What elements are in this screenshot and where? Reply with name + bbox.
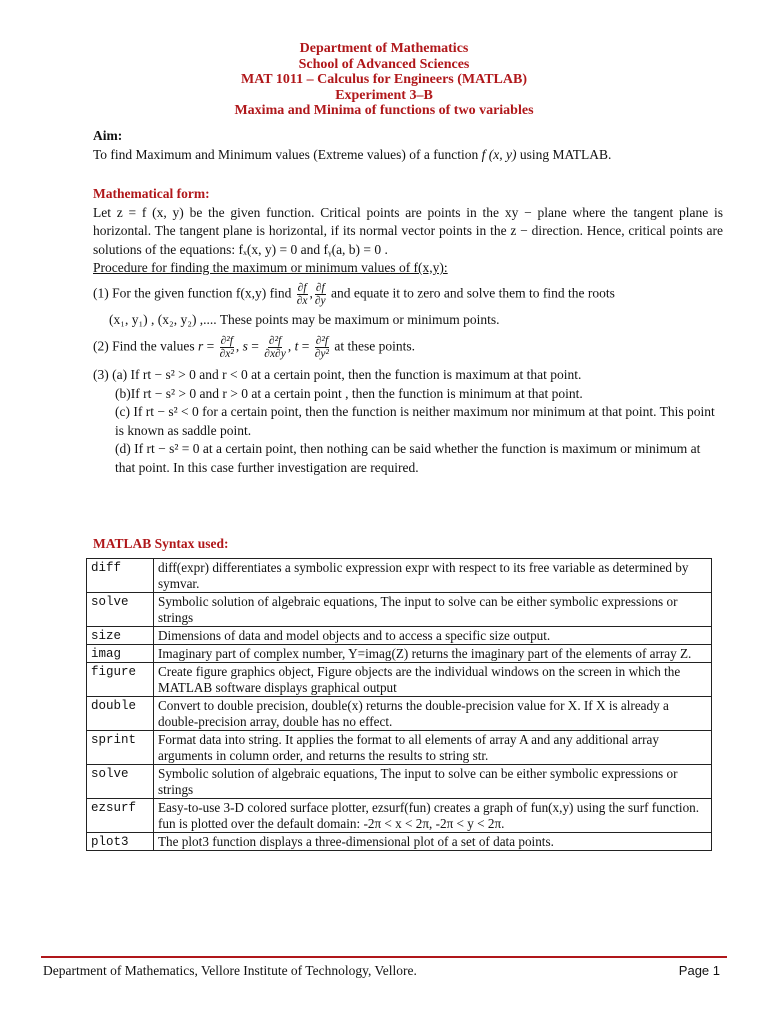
document-header (0, 41, 768, 119)
procedure-heading: Procedure for finding the maximum or minimum values of f(x,y): (93, 260, 448, 275)
command-cell: double (87, 697, 154, 731)
description-cell: Create figure graphics object, Figure objects are the individual windows on the screen in which the MATLAB software displays graphical output (154, 663, 712, 697)
description-cell: Format data into string. It applies the format to all elements of array A and any additional array arguments in column order, and returns the results to string str. (154, 731, 712, 765)
math-form-section (93, 185, 723, 477)
department-title: Department of Mathematics (299, 41, 469, 56)
table-row (87, 663, 712, 697)
step-1: (1) For the given function f(x,y) find $\frac{\partial f}{\partial x}$ , $\frac{\partial f}{\partial y}$ and equate it to zero and solve them to find the roots (93, 281, 615, 307)
table-row (87, 833, 712, 851)
course-title: MAT 1011 – Calculus for Engineers (MATLAB) (241, 72, 527, 88)
description-cell: Imaginary part of complex number, Y=imag(Z) returns the imaginary part of the elements of array Z. (154, 645, 712, 663)
syntax-heading: MATLAB Syntax used: (93, 536, 229, 551)
command-cell: solve (87, 765, 154, 799)
description-cell: Easy-to-use 3-D colored surface plotter, ezsurf(fun) creates a graph of fun(x,y) using the surf function. fun is plotted over the default domain: -2π < x < 2π, -2π < y < 2π. (154, 799, 712, 833)
step-3d: (d) If rt − s² = 0 at a certain point, then nothing can be said whether the function is maximum or minimum at that point. In this case further investigation are required. (115, 441, 701, 475)
table-row (87, 697, 712, 731)
description-cell: Symbolic solution of algebraic equations, The input to solve can be either symbolic expressions or strings (154, 593, 712, 627)
school-title: School of Advanced Sciences (298, 56, 470, 72)
table-row (87, 645, 712, 663)
experiment-title: Experiment 3–B (335, 87, 433, 103)
command-cell: size (87, 627, 154, 645)
math-form-paragraph: Let z = f (x, y) be the given function. Critical points are points in the xy − plane where the tangent plane is horizontal. The tangent plane is horizontal, if its normal vector points in the z − direction. Hence, critical points are solutions of the equations: fₓ(x, y) = 0 and fᵧ(a, b) = 0 . (93, 204, 723, 257)
command-cell: solve (87, 593, 154, 627)
aim-text: To find Maximum and Minimum values (Extreme values) of a function f (x, y) using MATLAB. (93, 146, 612, 162)
description-cell: Dimensions of data and model objects and to access a specific size output. (154, 627, 712, 645)
step-1-roots: (x₁, y₁) , (x₂, y₂) ,.... These points may be maximum or minimum points. (109, 311, 500, 327)
page-number: Page 1 (678, 963, 720, 978)
table-row (87, 593, 712, 627)
command-cell: imag (87, 645, 154, 663)
math-form-heading: Mathematical form: (93, 186, 210, 201)
description-cell: Convert to double precision, double(x) returns the double-precision value for X. If X is already a double-precision array, double has no effect. (154, 697, 712, 731)
step-3a: (3) (a) If rt − s² > 0 and r < 0 at a certain point, then the function is maximum at that point. (93, 367, 582, 382)
description-cell: The plot3 function displays a three-dimensional plot of a set of data points. (154, 833, 712, 851)
table-row (87, 627, 712, 645)
command-cell: plot3 (87, 833, 154, 851)
step-2: (2) Find the values r = $\frac{\text{∂²f}}{\text{∂x²}}$ , s = $\frac{\text{∂²f}}{\partial x\partial y}$ , t = $\frac{\text{∂²f}}{\text{∂y²}}$ at these points. (93, 335, 415, 360)
command-cell: ezsurf (87, 799, 154, 833)
aim-heading: Aim: (93, 128, 123, 143)
matlab-syntax-table (86, 558, 712, 851)
aim-section (93, 127, 723, 164)
command-cell: diff (87, 559, 154, 593)
footer-divider (41, 956, 727, 958)
step-3b: (b)If rt − s² > 0 and r > 0 at a certain point , then the function is minimum at that point. (115, 385, 583, 401)
step-3c: (c) If rt − s² < 0 for a certain point, then the function is neither maximum nor minimum at that point. This point is known as saddle point. (115, 404, 715, 438)
footer-text: Department of Mathematics, Vellore Institute of Technology, Vellore. (43, 963, 417, 978)
description-cell: Symbolic solution of algebraic equations, The input to solve can be either symbolic expressions or strings (154, 765, 712, 799)
table-row (87, 765, 712, 799)
command-cell: figure (87, 663, 154, 697)
table-row (87, 559, 712, 593)
table-row (87, 731, 712, 765)
table-row (87, 799, 712, 833)
experiment-topic: Maxima and Minima of functions of two variables (234, 103, 534, 119)
command-cell: sprint (87, 731, 154, 765)
description-cell: diff(expr) differentiates a symbolic expression expr with respect to its free variable as determined by symvar. (154, 559, 712, 593)
